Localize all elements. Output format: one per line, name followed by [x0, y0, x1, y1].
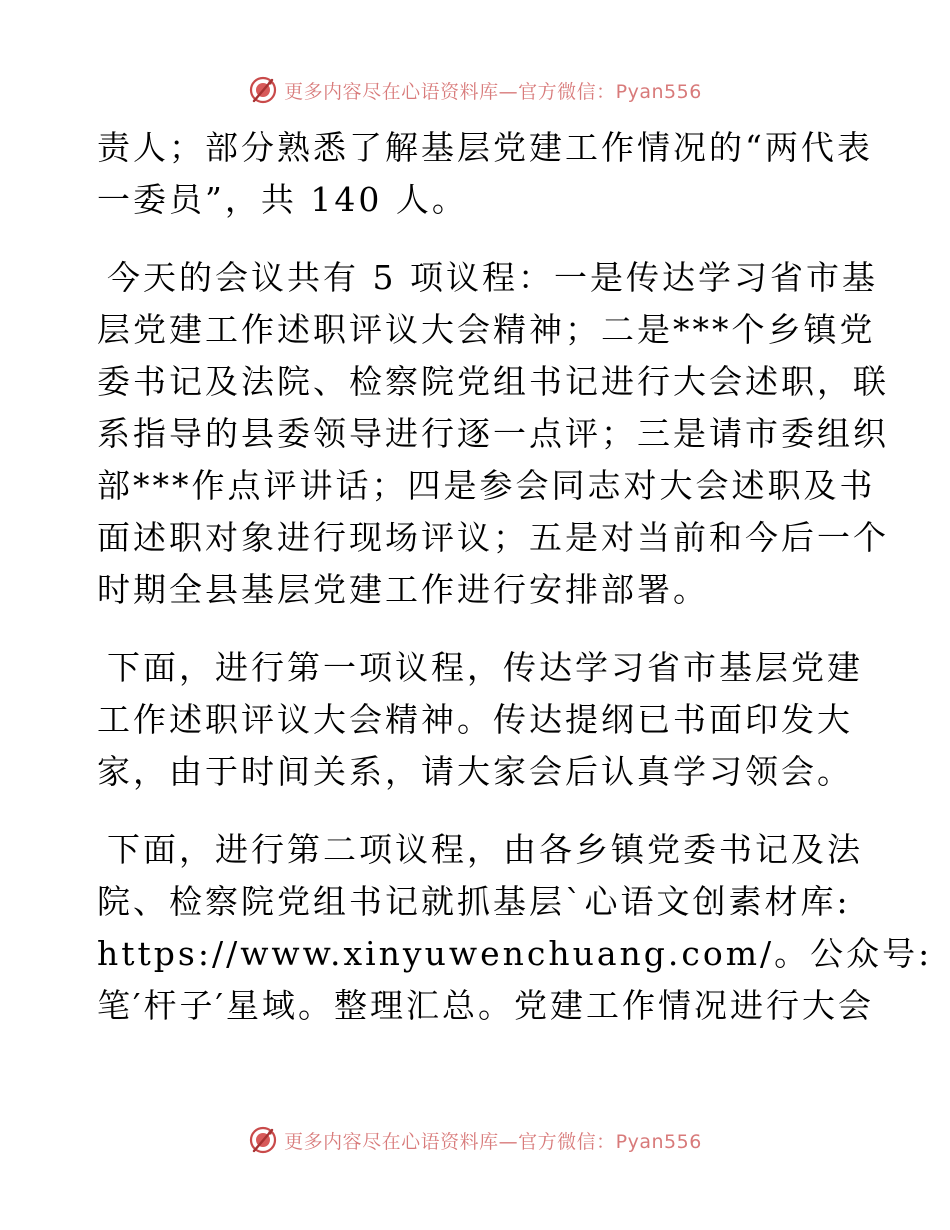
text-line: 时期全县基层党建工作进行安排部署。 [97, 570, 709, 609]
text-line: https://www.xinyuwenchuang.com/。公众号: [97, 934, 933, 973]
document-body [97, 122, 933, 1032]
paragraph-2 [97, 252, 889, 616]
text-line: 院、检察院党组书记就抓基层`心语文创素材库: [97, 882, 851, 921]
footer-watermark-text: 更多内容尽在心语资料库—官方微信：Pyan556 [284, 1130, 702, 1153]
quill-seal-icon [248, 1125, 278, 1155]
text-line: 面述职对象进行现场评议；五是对当前和今后一个 [97, 518, 889, 557]
paragraph-1 [97, 122, 873, 226]
text-line: 今天的会议共有 5 项议程：一是传达学习省市基 [107, 258, 878, 297]
text-line: 系指导的县委领导进行逐一点评；三是请市委组织 [97, 414, 889, 453]
text-line: 下面，进行第一项议程，传达学习省市基层党建 [107, 648, 863, 687]
header-watermark-banner [0, 70, 950, 110]
header-watermark-text: 更多内容尽在心语资料库—官方微信：Pyan556 [284, 80, 702, 103]
text-line: 家，由于时间关系，请大家会后认真学习领会。 [97, 752, 853, 791]
text-line: 工作述职评议大会精神。传达提纲已书面印发大 [97, 700, 853, 739]
quill-seal-icon [248, 75, 278, 105]
text-line: 下面，进行第二项议程，由各乡镇党委书记及法 [107, 830, 863, 869]
text-line: 委书记及法院、检察院党组书记进行大会述职，联 [97, 362, 889, 401]
text-line: 一委员”，共 140 人。 [97, 180, 468, 219]
text-line: 层党建工作述职评议大会精神；二是***个乡镇党 [97, 310, 876, 349]
paragraph-3 [97, 642, 863, 798]
footer-watermark-banner [0, 1120, 950, 1160]
paragraph-4 [97, 824, 933, 1032]
text-line: 笔′杆子′星域。整理汇总。党建工作情况进行大会 [97, 986, 874, 1025]
text-line: 责人；部分熟悉了解基层党建工作情况的“两代表 [97, 128, 873, 167]
text-line: 部***作点评讲话；四是参会同志对大会述职及书 [97, 466, 876, 505]
